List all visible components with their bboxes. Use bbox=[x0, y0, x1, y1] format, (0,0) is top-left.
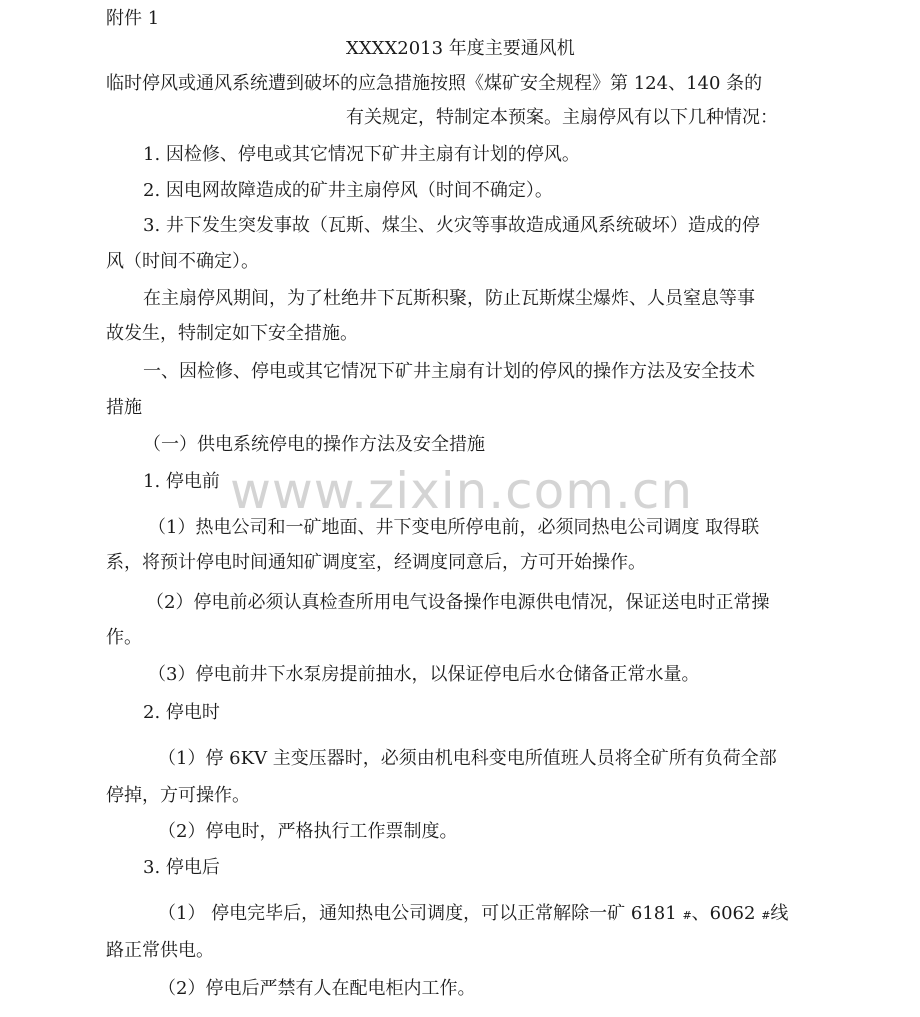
document-title: XXXX2013 年度主要通风机 bbox=[346, 38, 575, 59]
list-item: 1. 因检修、停电或其它情况下矿井主扇有计划的停风。 bbox=[143, 144, 580, 165]
line-text: 线 bbox=[770, 903, 789, 924]
paragraph-line bbox=[158, 903, 788, 927]
hash-mark: # bbox=[761, 909, 771, 922]
paragraph-line: 作。 bbox=[106, 627, 142, 648]
watermark: www.zixin.com.cn bbox=[230, 462, 694, 520]
paragraph-line: （3）停电前井下水泵房提前抽水，以保证停电后水仓储备正常水量。 bbox=[148, 664, 700, 685]
item-heading: 3. 停电后 bbox=[143, 857, 220, 878]
line-text: 、6062 bbox=[691, 903, 762, 924]
list-item-continuation: 风（时间不确定）。 bbox=[106, 251, 259, 272]
section-heading: 一、因检修、停电或其它情况下矿井主扇有计划的停风的操作方法及安全技术 bbox=[143, 361, 755, 382]
paragraph-line: （1）热电公司和一矿地面、井下变电所停电前，必须同热电公司调度 取得联 bbox=[148, 517, 760, 538]
paragraph-line: （2）停电后严禁有人在配电柜内工作。 bbox=[158, 978, 476, 999]
paragraph-line: （2）停电时，严格执行工作票制度。 bbox=[158, 821, 458, 842]
list-item: 3. 井下发生突发事故（瓦斯、煤尘、火灾等事故造成通风系统破坏）造成的停 bbox=[143, 215, 760, 236]
item-heading: 2. 停电时 bbox=[143, 702, 220, 723]
paragraph-line: 故发生，特制定如下安全措施。 bbox=[106, 323, 358, 344]
paragraph-line: 停掉，方可操作。 bbox=[106, 785, 250, 806]
paragraph-line: 有关规定，特制定本预案。主扇停风有以下几种情况： bbox=[346, 107, 778, 128]
paragraph-line: （2）停电前必须认真检查所用电气设备操作电源供电情况，保证送电时正常操 bbox=[146, 592, 770, 613]
paragraph-line: （1）停 6KV 主变压器时，必须由机电科变电所值班人员将全矿所有负荷全部 bbox=[158, 748, 777, 769]
paragraph-line: 系，将预计停电时间通知矿调度室，经调度同意后，方可开始操作。 bbox=[106, 552, 646, 573]
paragraph-line: 临时停风或通风系统遭到破坏的应急措施按照《煤矿安全规程》第 124、140 条的 bbox=[106, 73, 763, 94]
section-heading-continuation: 措施 bbox=[106, 397, 142, 418]
paragraph-line: 路正常供电。 bbox=[106, 940, 214, 961]
subsection-heading: （一）供电系统停电的操作方法及安全措施 bbox=[143, 434, 485, 455]
item-heading: 1. 停电前 bbox=[143, 471, 220, 492]
list-item: 2. 因电网故障造成的矿井主扇停风（时间不确定）。 bbox=[143, 180, 553, 201]
hash-mark: # bbox=[682, 909, 692, 922]
attachment-label: 附件 1 bbox=[106, 8, 160, 29]
paragraph-line: 在主扇停风期间，为了杜绝井下瓦斯积聚，防止瓦斯煤尘爆炸、人员窒息等事 bbox=[143, 288, 755, 309]
line-text: （1） 停电完毕后，通知热电公司调度，可以正常解除一矿 6181 bbox=[158, 903, 683, 924]
